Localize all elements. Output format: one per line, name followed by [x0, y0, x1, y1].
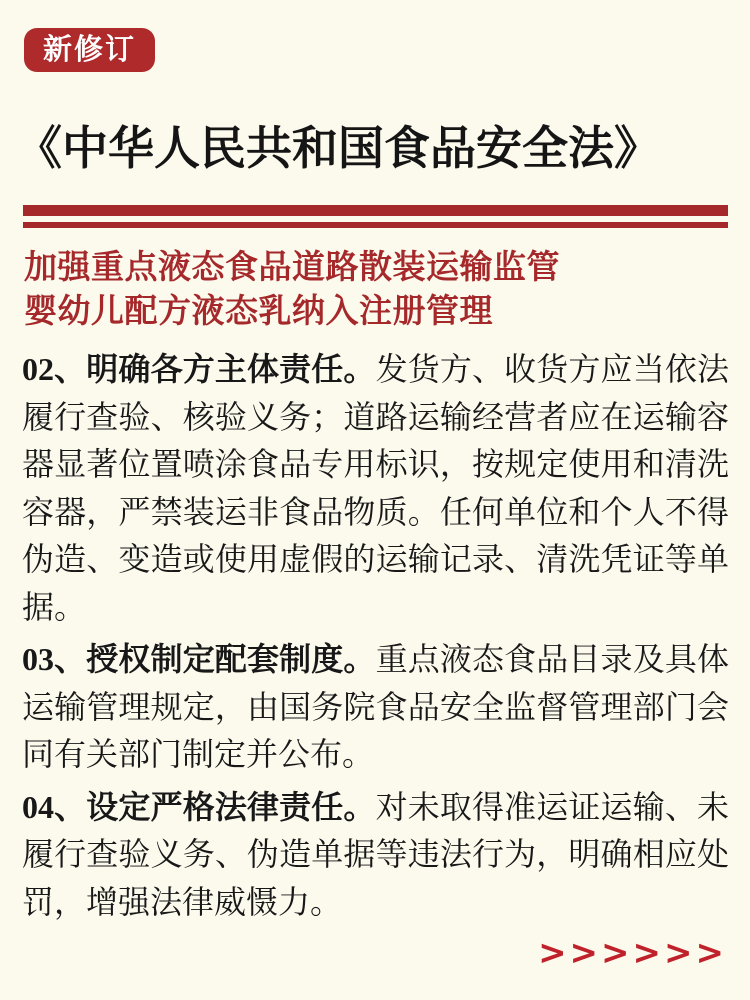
- heading-line-1: 加强重点液态食品道路散装运输监管: [24, 250, 560, 286]
- body-paragraph: [22, 636, 729, 779]
- next-page-arrows-icon: >>>>>>: [538, 933, 727, 973]
- body-paragraph: [22, 346, 729, 631]
- paragraph-lead: 04、设定严格法律责任。: [22, 788, 376, 825]
- divider-thick-rule: [23, 205, 728, 216]
- page-title: 《中华人民共和国食品安全法》: [16, 123, 660, 174]
- paragraph-lead: 02、明确各方主体责任。: [22, 351, 376, 387]
- divider-thin-rule: [23, 222, 728, 228]
- paragraph-lead: 03、授权制定配套制度。: [22, 641, 376, 677]
- paragraph-text: 对未取得准运证运输、未履行查验义务、伪造单据等违法行为，明确相应处罚，增强法律威慑力。: [22, 788, 729, 920]
- section-heading: [24, 246, 560, 334]
- double-rule-divider: [23, 205, 728, 228]
- body-content: [22, 346, 729, 931]
- heading-line-2: 婴幼儿配方液态乳纳入注册管理: [24, 294, 493, 330]
- revision-badge: 新修订: [24, 28, 155, 72]
- paragraph-text: 重点液态食品目录及具体运输管理规定，由国务院食品安全监督管理部门会同有关部门制定并公布。: [22, 641, 729, 772]
- body-paragraph: [22, 784, 729, 927]
- paragraph-text: 发货方、收货方应当依法履行查验、核验义务；道路运输经营者应在运输容器显著位置喷涂食品专用标识，按规定使用和清洗容器，严禁装运非食品物质。任何单位和个人不得伪造、变造或使用虚假的运输记录、清洗凭证等单据。: [22, 351, 729, 625]
